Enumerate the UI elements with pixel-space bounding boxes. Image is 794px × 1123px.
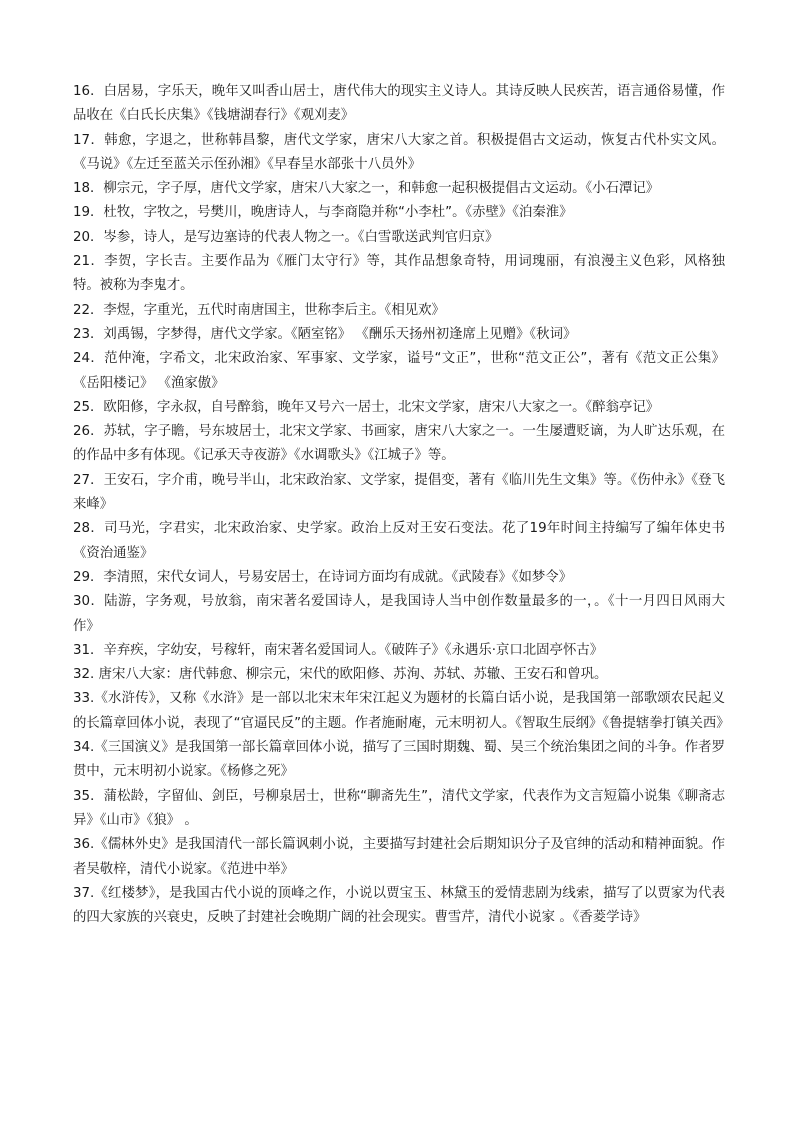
entry-28: 28．司马光，字君实，北宋政治家、史学家。政治上反对王安石变法。花了19年时间主持编写了编年体史书《资治通鉴》 (73, 521, 725, 561)
entry-27: 27．王安石，字介甫，晚号半山，北宋政治家、文学家，提倡变，著有《临川先生文集》等。《伤仲永》《登飞来峰》 (73, 472, 725, 513)
entry-22: 22．李煜，字重光，五代时南唐国主，世称李后主。《相见欢》 (73, 302, 445, 318)
entry-37: 37.《红楼梦》，是我国古代小说的顶峰之作，小说以贾宝玉、林黛玉的爱情悲剧为线索，描写了以贾家为代表的四大家族的兴衰史，反映了封建社会晚期广阔的社会现实。曹雪芹，清代小说家 。《香菱学诗》 (73, 885, 725, 926)
entry-19: 19．杜牧，字牧之，号樊川，晚唐诗人，与李商隐并称“小李杜”。《赤壁》《泊秦淮》 (73, 205, 573, 221)
entry-33: 33.《水浒传》，又称《水浒》是一部以北宋末年宋江起义为题材的长篇白话小说，是我国第一部歌颂农民起义的长篇章回体小说，表现了“官逼民反”的主题。作者施耐庵，元末明初人。《智取生辰纲》《鲁提辖拳打镇关西》 (73, 691, 730, 731)
entry-31: 31．辛弃疾，字幼安，号稼轩，南宋著名爱国词人。《破阵子》《永遇乐·京口北固亭怀古》 (73, 642, 604, 658)
entry-35: 35．蒲松龄，字留仙、剑臣，号柳泉居士，世称“聊斋先生”，清代文学家，代表作为文言短篇小说集《聊斋志异》《山市》《狼》 。 (73, 788, 725, 828)
entry-26: 26．苏轼，字子瞻，号东坡居士，北宋文学家、书画家，唐宋八大家之一。一生屡遭贬谪，为人旷达乐观，在的作品中多有体现。《记承天寺夜游》《水调歌头》《江城子》等。 (73, 424, 725, 464)
entry-23: 23．刘禹锡，字梦得，唐代文学家。《陋室铭》 《酬乐天扬州初逢席上见赠》《秋词》 (73, 326, 577, 342)
entry-20: 20．岑参，诗人，是写边塞诗的代表人物之一。《白雪歌送武判官归京》 (73, 229, 499, 245)
entry-32: 32. 唐宋八大家：唐代韩愈、柳宗元，宋代的欧阳修、苏洵、苏轼、苏辙、王安石和曾巩。 (73, 667, 608, 683)
entry-30: 30．陆游，字务观，号放翁，南宋著名爱国诗人，是我国诗人当中创作数量最多的一，。《十一月四日风雨大作》 (73, 594, 725, 634)
entry-16: 16．白居易，字乐天，晚年又叫香山居士，唐代伟大的现实主义诗人。其诗反映人民疾苦，语言通俗易懂，作品收在《白氏长庆集》《钱塘湖春行》《观刈麦》 (73, 84, 725, 124)
entry-34: 34.《三国演义》是我国第一部长篇章回体小说，描写了三国时期魏、蜀、吴三个统治集团之间的斗争。作者罗贯中，元末明初小说家。《杨修之死》 (73, 740, 725, 780)
entry-25: 25．欧阳修，字永叔，自号醉翁，晚年又号六一居士，北宋文学家，唐宋八大家之一。《醉翁亭记》 (73, 399, 660, 415)
entry-29: 29．李清照，宋代女词人，号易安居士，在诗词方面均有成就。《武陵春》《如梦令》 (73, 569, 573, 585)
entry-21: 21．李贺，字长吉。主要作品为《雁门太守行》等，其作品想象奇特，用词瑰丽，有浪漫主义色彩，风格独特。被称为李鬼才。 (73, 254, 725, 294)
entry-24: 24．范仲淹，字希文，北宋政治家、军事家、文学家，谥号“文正”，世称“范文正公”，著有《范文正公集》《岳阳楼记》 《渔家傲》 (73, 351, 725, 391)
entry-18: 18．柳宗元，字子厚，唐代文学家，唐宋八大家之一，和韩愈一起积极提倡古文运动。《小石潭记》 (73, 181, 660, 197)
entry-17: 17．韩愈，字退之，世称韩昌黎，唐代文学家，唐宋八大家之首。积极提倡古文运动，恢复古代朴实文风。《马说》《左迁至蓝关示侄孙湘》《早春呈水部张十八员外》 (73, 132, 725, 172)
literature-notes (73, 80, 730, 930)
entry-36: 36.《儒林外史》是我国清代一部长篇讽刺小说，主要描写封建社会后期知识分子及官绅的活动和精神面貌。作者吴敬梓，清代小说家。《范进中举》 (73, 837, 725, 877)
